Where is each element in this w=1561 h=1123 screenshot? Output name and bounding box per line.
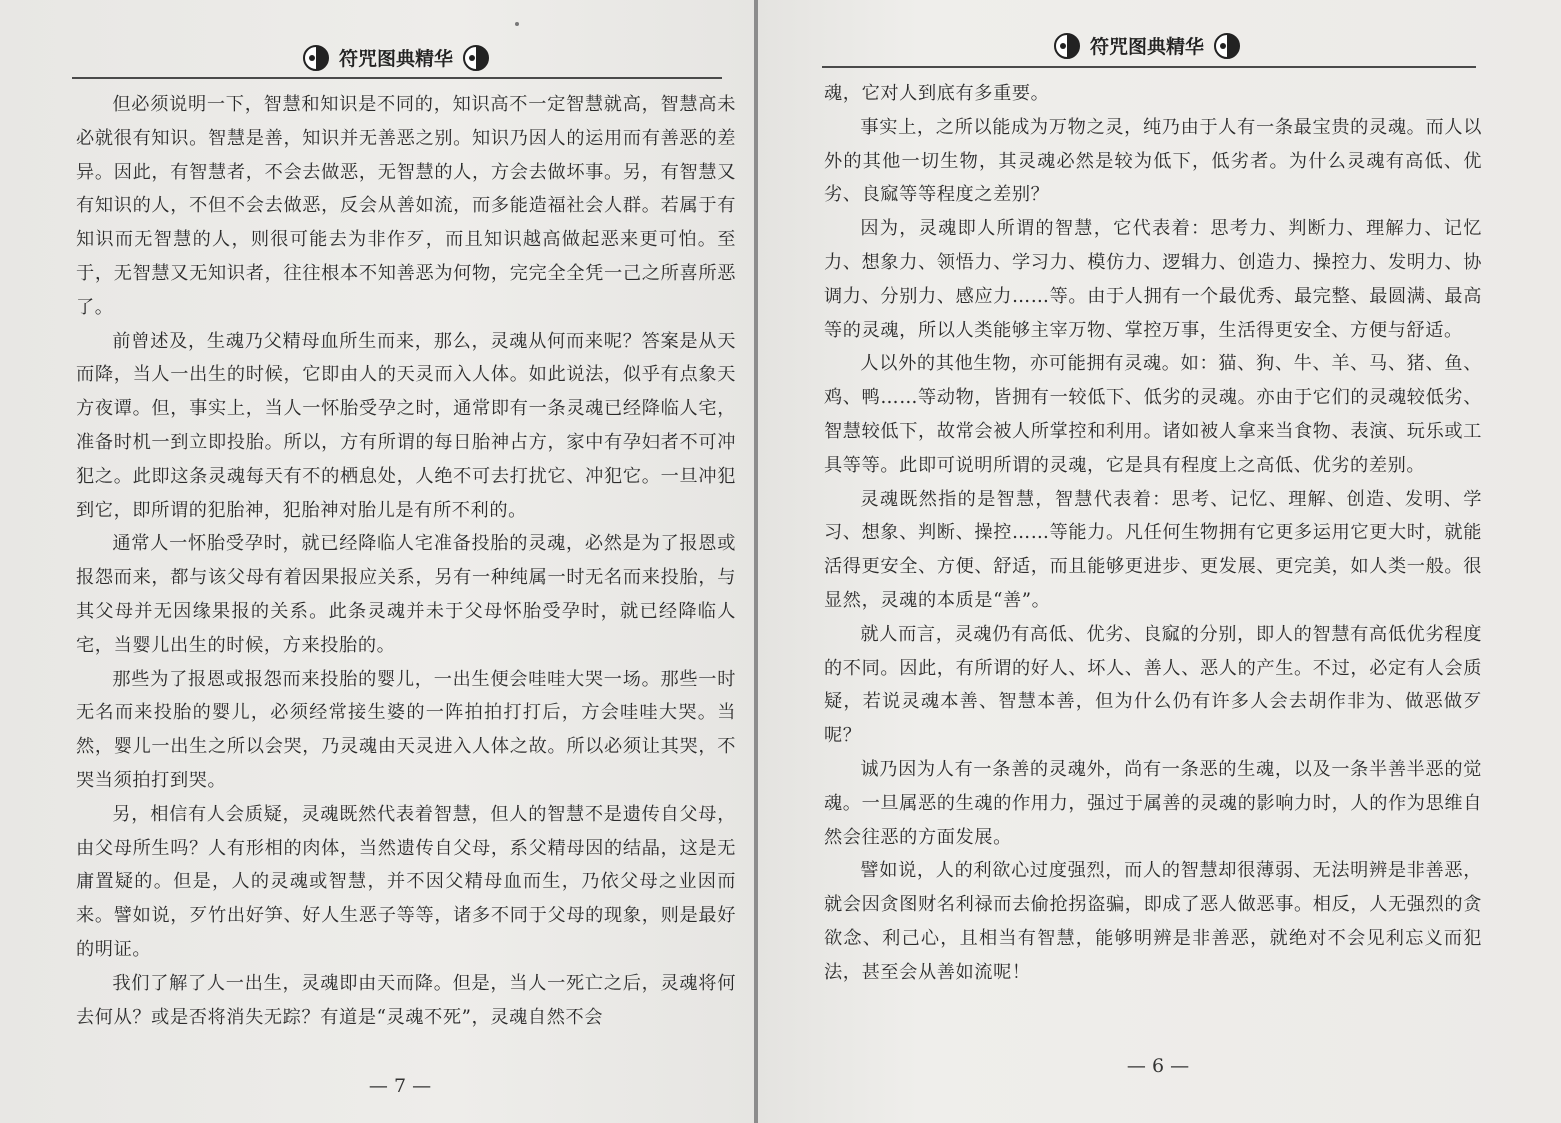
page-number: — 7 — bbox=[368, 1075, 432, 1097]
paragraph: 我们了解了人一出生，灵魂即由天而降。但是，当人一死亡之后，灵魂将何去何从？或是否将消失无踪？有道是“灵魂不死”，灵魂自然不会 bbox=[76, 972, 736, 1028]
body-text bbox=[76, 88, 736, 1034]
header-title: 符咒图典精华 bbox=[338, 48, 453, 70]
scan-speck bbox=[515, 22, 519, 26]
paragraph: 另，相信有人会质疑，灵魂既然代表着智慧，但人的智慧不是遗传自父母，由父母所生吗？人有形相的肉体，当然遗传自父母，系父精母因的结晶，这是无庸置疑的。但是，人的灵魂或智慧，并不因父精母血而生，乃依父母之业因而来。譬如说，歹竹出好笋、好人生恶子等等，诸多不同于父母的现象，则是最好的明证。 bbox=[76, 803, 736, 960]
page-number: — 6 — bbox=[1126, 1055, 1190, 1077]
paragraph: 那些为了报恩或报怨而来投胎的婴儿，一出生便会哇哇大哭一场。那些一时无名而来投胎的婴儿，必须经常接生婆的一阵拍拍打打后，方会哇哇大哭。当然，婴儿一出生之所以会哭，乃灵魂由天灵进入人体之故。所以必须让其哭，不哭当须拍打到哭。 bbox=[76, 668, 736, 791]
right-page bbox=[758, 0, 1561, 1123]
yin-yang-icon bbox=[303, 45, 329, 71]
header-rule bbox=[822, 66, 1476, 68]
paragraph: 就人而言，灵魂仍有高低、优劣、良窳的分别，即人的智慧有高低优劣程度的不同。因此，有所谓的好人、坏人、善人、恶人的产生。不过，必定有人会质疑，若说灵魂本善、智慧本善，但为什么仍有许多人会去胡作非为、做恶做歹呢？ bbox=[824, 623, 1482, 747]
paragraph: 因为，灵魂即人所谓的智慧，它代表着：思考力、判断力、理解力、记忆力、想象力、领悟力、学习力、模仿力、逻辑力、创造力、操控力、发明力、协调力、分别力、感应力……等。由于人拥有一个最优秀、最完整、最圆满、最高等的灵魂，所以人类能够主宰万物、掌控万事，生活得更安全、方便与舒适。 bbox=[824, 218, 1482, 341]
paragraph-continuation: 魂，它对人到底有多重要。 bbox=[824, 83, 1050, 104]
running-header bbox=[72, 44, 720, 71]
header-title: 符咒图典精华 bbox=[1089, 36, 1204, 58]
paragraph: 事实上，之所以能成为万物之灵，纯乃由于人有一条最宝贵的灵魂。而人以外的其他一切生物，其灵魂必然是较为低下，低劣者。为什么灵魂有高低、优劣、良窳等等程度之差别？ bbox=[824, 116, 1482, 206]
yin-yang-icon bbox=[1214, 33, 1240, 59]
yin-yang-icon bbox=[1054, 33, 1080, 59]
paragraph: 但必须说明一下，智慧和知识是不同的，知识高不一定智慧就高，智慧高未必就很有知识。智慧是善，知识并无善恶之别。知识乃因人的运用而有善恶的差异。因此，有智慧者，不会去做恶，无智慧的人，方会去做坏事。另，有智慧又有知识的人，不但不会去做恶，反会从善如流，而多能造福社会人群。若属于有知识而无智慧的人，则很可能去为非作歹，而且知识越高做起恶来更可怕。至于，无智慧又无知识者，往往根本不知善恶为何物，完完全全凭一己之所喜所恶了。 bbox=[76, 94, 736, 318]
header-rule bbox=[72, 77, 722, 79]
body-text bbox=[824, 77, 1482, 990]
paragraph: 灵魂既然指的是智慧，智慧代表着：思考、记忆、理解、创造、发明、学习、想象、判断、操控……等能力。凡任何生物拥有它更多运用它更大时，就能活得更安全、方便、舒适，而且能够更进步、更发展、更完美，如人类一般。很显然，灵魂的本质是“善”。 bbox=[824, 488, 1482, 611]
paragraph: 前曾述及，生魂乃父精母血所生而来，那么，灵魂从何而来呢？答案是从天而降，当人一出生的时候，它即由人的天灵而入人体。如此说法，似乎有点象天方夜谭。但，事实上，当人一怀胎受孕之时，通常即有一条灵魂已经降临人宅，准备时机一到立即投胎。所以，方有所谓的每日胎神占方，家中有孕妇者不可冲犯之。此即这条灵魂每天有不的栖息处，人绝不可去打扰它、冲犯它。一旦冲犯到它，即所谓的犯胎神，犯胎神对胎儿是有所不利的。 bbox=[76, 330, 736, 521]
running-header bbox=[822, 32, 1472, 59]
paragraph: 通常人一怀胎受孕时，就已经降临人宅准备投胎的灵魂，必然是为了报恩或报怨而来，都与该父母有着因果报应关系，另有一种纯属一时无名而来投胎，与其父母并无因缘果报的关系。此条灵魂并未于父母怀胎受孕时，就已经降临人宅，当婴儿出生的时候，方来投胎的。 bbox=[76, 533, 736, 656]
paragraph: 譬如说，人的利欲心过度强烈，而人的智慧却很薄弱、无法明辨是非善恶，就会因贪图财名利禄而去偷抢拐盗骗，即成了恶人做恶事。相反，人无强烈的贪欲念、利己心，且相当有智慧，能够明辨是非善恶，就绝对不会见利忘义而犯法，甚至会从善如流呢！ bbox=[824, 860, 1482, 983]
left-page bbox=[0, 0, 756, 1123]
yin-yang-icon bbox=[463, 45, 489, 71]
paragraph: 人以外的其他生物，亦可能拥有灵魂。如：猫、狗、牛、羊、马、猪、鱼、鸡、鸭……等动物，皆拥有一较低下、低劣的灵魂。亦由于它们的灵魂较低劣、智慧较低下，故常会被人所掌控和利用。诸如被人拿来当食物、表演、玩乐或工具等等。此即可说明所谓的灵魂，它是具有程度上之高低、优劣的差别。 bbox=[824, 353, 1482, 476]
paragraph: 诚乃因为人有一条善的灵魂外，尚有一条恶的生魂，以及一条半善半恶的觉魂。一旦属恶的生魂的作用力，强过于属善的灵魂的影响力时，人的作为思维自然会往恶的方面发展。 bbox=[824, 758, 1482, 848]
